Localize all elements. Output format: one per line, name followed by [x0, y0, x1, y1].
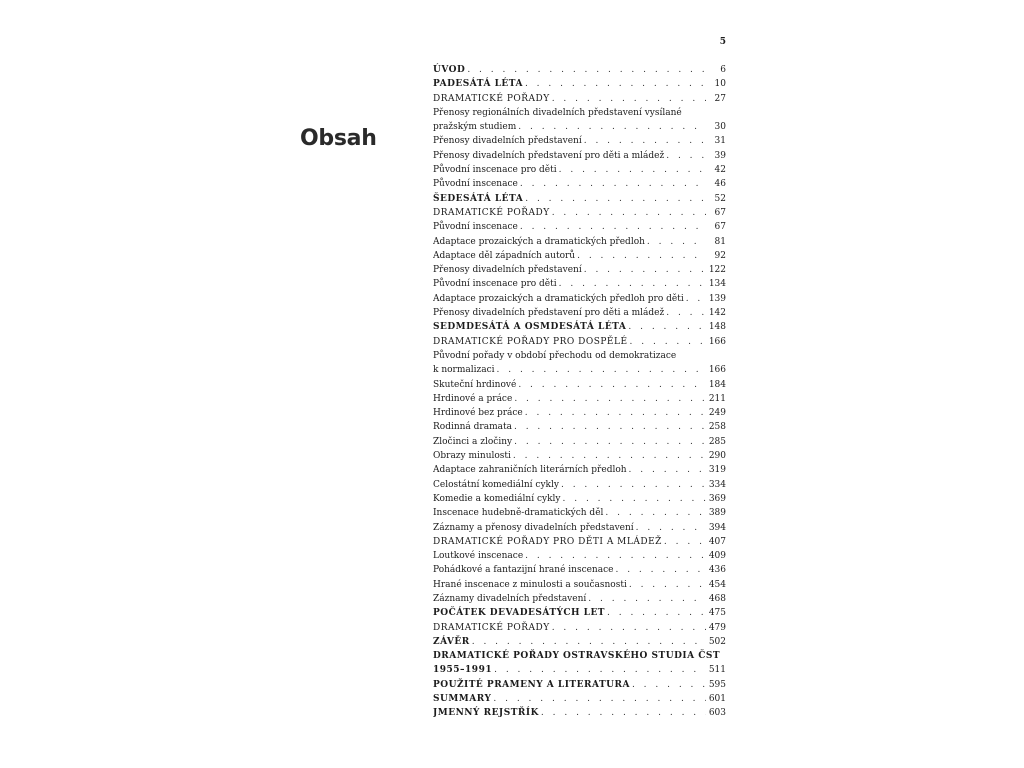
- toc-dot-leader: [494, 663, 706, 677]
- toc-dot-leader: [513, 449, 706, 463]
- toc-entry-title: Adaptace zahraničních literárních předloh: [433, 465, 627, 476]
- toc-entry-title: JMENNÝ REJSTŘÍK: [433, 708, 539, 719]
- toc-entry-page: 603: [708, 708, 726, 719]
- toc-dot-leader: [561, 478, 706, 492]
- toc-entry[interactable]: [433, 349, 726, 363]
- toc-entry-page: 67: [714, 222, 726, 233]
- toc-entry[interactable]: [433, 392, 726, 406]
- toc-dot-leader: [552, 621, 706, 635]
- toc-dot-leader: [666, 306, 706, 320]
- toc-dot-leader: [630, 335, 706, 349]
- toc-entry-page: 10: [714, 79, 726, 90]
- toc-entry[interactable]: [433, 163, 726, 177]
- toc-entry-page: 468: [708, 593, 726, 604]
- toc-entry-page: 409: [708, 551, 726, 562]
- toc-entry[interactable]: [433, 335, 726, 349]
- toc-dot-leader: [636, 521, 706, 535]
- toc-dot-leader: [525, 192, 706, 206]
- toc-entry[interactable]: [433, 120, 726, 134]
- toc-dot-leader: [541, 706, 706, 720]
- toc-entry[interactable]: [433, 478, 726, 492]
- toc-entry[interactable]: [433, 549, 726, 563]
- toc-entry[interactable]: [433, 621, 726, 635]
- toc-entry[interactable]: [433, 106, 726, 120]
- toc-entry-page: 479: [708, 622, 726, 633]
- toc-entry-page: 285: [708, 436, 726, 447]
- toc-entry[interactable]: [433, 463, 726, 477]
- toc-entry-page: 394: [708, 522, 726, 533]
- toc-entry[interactable]: [433, 292, 726, 306]
- toc-entry-title: DRAMATICKÉ POŘADY OSTRAVSKÉHO STUDIA ČST: [433, 651, 721, 662]
- toc-entry-title: 1955–1991: [433, 665, 493, 676]
- toc-dot-leader: [615, 563, 706, 577]
- toc-entry-title: Adaptace prozaických a dramatických předloh: [433, 236, 645, 247]
- toc-entry-page: 52: [714, 193, 726, 204]
- toc-entry-page: 139: [708, 293, 726, 304]
- toc-entry-page: 249: [708, 408, 726, 419]
- toc-entry-title: Hrané inscenace z minulosti a současnosti: [433, 579, 627, 590]
- toc-entry[interactable]: [433, 535, 726, 549]
- toc-entry-title: DRAMATICKÉ POŘADY: [433, 207, 550, 218]
- toc-entry-title: ÚVOD: [433, 65, 466, 75]
- toc-dot-leader: [577, 249, 706, 263]
- toc-entry-page: 211: [708, 393, 726, 404]
- toc-entry[interactable]: [433, 235, 726, 249]
- toc-entry-page: 319: [708, 465, 726, 476]
- toc-entry[interactable]: [433, 77, 726, 91]
- toc-entry[interactable]: [433, 306, 726, 320]
- toc-entry-page: 30: [714, 122, 726, 133]
- toc-entry[interactable]: [433, 435, 726, 449]
- toc-entry[interactable]: [433, 277, 726, 291]
- toc-entry[interactable]: [433, 692, 726, 706]
- toc-entry[interactable]: [433, 449, 726, 463]
- toc-entry[interactable]: [433, 320, 726, 334]
- toc-entry[interactable]: [433, 177, 726, 191]
- toc-dot-leader: [514, 392, 706, 406]
- toc-dot-leader: [493, 692, 706, 706]
- toc-entry-page: 92: [714, 250, 726, 261]
- toc-entry-page: 46: [714, 179, 726, 190]
- toc-entry-page: 184: [708, 379, 726, 390]
- toc-entry-page: 81: [714, 236, 726, 247]
- toc-entry-title: Celostátní komediální cykly: [433, 479, 559, 490]
- toc-entry[interactable]: [433, 678, 726, 692]
- toc-entry-page: 6: [720, 65, 726, 75]
- toc-entry[interactable]: [433, 635, 726, 649]
- toc-entry-title: Záznamy a přenosy divadelních představení: [433, 522, 634, 533]
- toc-dot-leader: [666, 149, 706, 163]
- toc-entry-title: pražským studiem: [433, 122, 517, 133]
- toc-entry[interactable]: [433, 192, 726, 206]
- toc-dot-leader: [559, 163, 706, 177]
- toc-dot-leader: [467, 63, 706, 77]
- toc-entry[interactable]: [433, 492, 726, 506]
- toc-dot-leader: [584, 263, 706, 277]
- toc-entry-title: SEDMDESÁTÁ A OSMDESÁTÁ LÉTA: [433, 322, 627, 333]
- toc-entry-page: 389: [708, 508, 726, 519]
- toc-entry[interactable]: [433, 578, 726, 592]
- toc-entry[interactable]: [433, 506, 726, 520]
- toc-entry[interactable]: [433, 592, 726, 606]
- toc-dot-leader: [520, 220, 706, 234]
- toc-entry-title: DRAMATICKÉ POŘADY: [433, 93, 550, 104]
- table-of-contents: [433, 63, 726, 721]
- toc-entry-title: Hrdinové bez práce: [433, 408, 523, 419]
- toc-dot-leader: [629, 578, 706, 592]
- toc-entry-title: Inscenace hudebně-dramatických děl: [433, 508, 604, 519]
- toc-entry-title: Přenosy divadelních představení pro děti a mládež: [433, 308, 665, 319]
- toc-entry-page: 148: [708, 322, 726, 333]
- toc-dot-leader: [664, 535, 706, 549]
- toc-entry[interactable]: [433, 563, 726, 577]
- toc-entry-title: Rodinná dramata: [433, 422, 512, 433]
- toc-entry-title: Přenosy regionálních divadelních představení vysílané: [433, 107, 682, 118]
- toc-entry-page: 454: [708, 579, 726, 590]
- toc-dot-leader: [584, 134, 706, 148]
- toc-dot-leader: [525, 406, 706, 420]
- page-number: 5: [719, 37, 726, 47]
- toc-entry-page: 436: [708, 565, 726, 576]
- toc-entry[interactable]: [433, 378, 726, 392]
- toc-entry[interactable]: [433, 63, 726, 77]
- toc-entry[interactable]: [433, 92, 726, 106]
- toc-dot-leader: [686, 292, 706, 306]
- toc-entry-title: Přenosy divadelních představení: [433, 136, 582, 147]
- toc-entry-page: 601: [708, 694, 726, 705]
- toc-dot-leader: [605, 506, 706, 520]
- toc-entry-title: Skuteční hrdinové: [433, 379, 517, 390]
- toc-entry-page: 39: [714, 150, 726, 161]
- toc-entry-title: k normalizaci: [433, 365, 495, 376]
- toc-entry[interactable]: [433, 606, 726, 620]
- toc-dot-leader: [552, 92, 706, 106]
- toc-dot-leader: [525, 549, 706, 563]
- toc-entry-page: 258: [708, 422, 726, 433]
- toc-entry-page: 290: [708, 451, 726, 462]
- toc-entry-page: 142: [708, 308, 726, 319]
- toc-entry[interactable]: [433, 206, 726, 220]
- toc-entry-title: Původní inscenace: [433, 179, 518, 190]
- toc-dot-leader: [514, 420, 706, 434]
- toc-entry[interactable]: [433, 249, 726, 263]
- toc-dot-leader: [514, 435, 706, 449]
- toc-dot-leader: [518, 120, 706, 134]
- toc-entry[interactable]: [433, 363, 726, 377]
- toc-entry-page: 407: [708, 536, 726, 547]
- toc-entry-page: 502: [708, 636, 726, 647]
- toc-dot-leader: [497, 363, 706, 377]
- toc-dot-leader: [518, 378, 706, 392]
- toc-entry-title: DRAMATICKÉ POŘADY: [433, 622, 550, 633]
- toc-entry-page: 475: [708, 608, 726, 619]
- toc-entry-page: 595: [708, 679, 726, 690]
- toc-entry-title: Původní inscenace pro děti: [433, 165, 557, 176]
- toc-entry[interactable]: [433, 420, 726, 434]
- toc-entry-page: 27: [714, 93, 726, 104]
- toc-entry-page: 42: [714, 165, 726, 176]
- toc-dot-leader: [628, 320, 706, 334]
- toc-entry-title: Adaptace děl západních autorů: [433, 250, 576, 261]
- toc-entry-page: 334: [708, 479, 726, 490]
- toc-entry-page: 166: [708, 336, 726, 347]
- toc-entry-title: DRAMATICKÉ POŘADY PRO DĚTI A MLÁDEŽ: [433, 536, 662, 547]
- toc-entry[interactable]: [433, 521, 726, 535]
- toc-entry-title: Komedie a komediální cykly: [433, 493, 561, 504]
- toc-dot-leader: [559, 277, 706, 291]
- toc-entry-title: POČÁTEK DEVADESÁTÝCH LET: [433, 608, 606, 619]
- toc-entry[interactable]: [433, 706, 726, 720]
- toc-entry-page: 122: [708, 265, 726, 276]
- toc-entry-title: Pohádkové a fantazijní hrané inscenace: [433, 565, 614, 576]
- toc-entry-page: 369: [708, 493, 726, 504]
- toc-entry-title: SUMMARY: [433, 694, 492, 705]
- toc-entry-title: Přenosy divadelních představení pro děti a mládež: [433, 150, 665, 161]
- toc-entry[interactable]: [433, 263, 726, 277]
- toc-entry-page: 31: [714, 136, 726, 147]
- toc-dot-leader: [525, 77, 706, 91]
- toc-dot-leader: [520, 177, 706, 191]
- toc-entry[interactable]: [433, 149, 726, 163]
- toc-entry-title: Loutkové inscenace: [433, 551, 524, 562]
- toc-entry-title: Adaptace prozaických a dramatických předloh pro děti: [433, 293, 684, 304]
- toc-entry-title: Původní pořady v období přechodu od demokratizace: [433, 350, 677, 361]
- toc-entry-title: Záznamy divadelních představení: [433, 593, 587, 604]
- toc-entry-title: Přenosy divadelních představení: [433, 265, 582, 276]
- toc-entry-title: Zločinci a zločiny: [433, 436, 513, 447]
- toc-dot-leader: [472, 635, 706, 649]
- toc-entry-title: ZÁVĚR: [433, 636, 470, 647]
- toc-entry-page: 134: [708, 279, 726, 290]
- toc-entry-title: DRAMATICKÉ POŘADY PRO DOSPĚLÉ: [433, 336, 628, 347]
- toc-entry-title: Obrazy minulosti: [433, 451, 511, 462]
- toc-entry-title: Hrdinové a práce: [433, 393, 513, 404]
- toc-dot-leader: [588, 592, 706, 606]
- toc-entry-page: 67: [714, 207, 726, 218]
- toc-entry-title: PADESÁTÁ LÉTA: [433, 79, 523, 90]
- toc-entry[interactable]: [433, 649, 726, 663]
- toc-entry-title: ŠEDESÁTÁ LÉTA: [433, 193, 524, 204]
- toc-entry[interactable]: [433, 134, 726, 148]
- toc-dot-leader: [647, 235, 706, 249]
- toc-dot-leader: [607, 606, 706, 620]
- toc-entry[interactable]: [433, 663, 726, 677]
- toc-dot-leader: [629, 463, 706, 477]
- toc-entry[interactable]: [433, 406, 726, 420]
- toc-entry-title: Původní inscenace: [433, 222, 518, 233]
- toc-dot-leader: [552, 206, 706, 220]
- toc-dot-leader: [632, 678, 706, 692]
- toc-dot-leader: [563, 492, 706, 506]
- toc-entry-page: 166: [708, 365, 726, 376]
- page-title: Obsah: [300, 126, 377, 151]
- toc-entry-title: POUŽITÉ PRAMENY A LITERATURA: [433, 679, 630, 690]
- toc-entry-page: 511: [708, 665, 726, 676]
- toc-entry[interactable]: [433, 220, 726, 234]
- toc-entry-title: Původní inscenace pro děti: [433, 279, 557, 290]
